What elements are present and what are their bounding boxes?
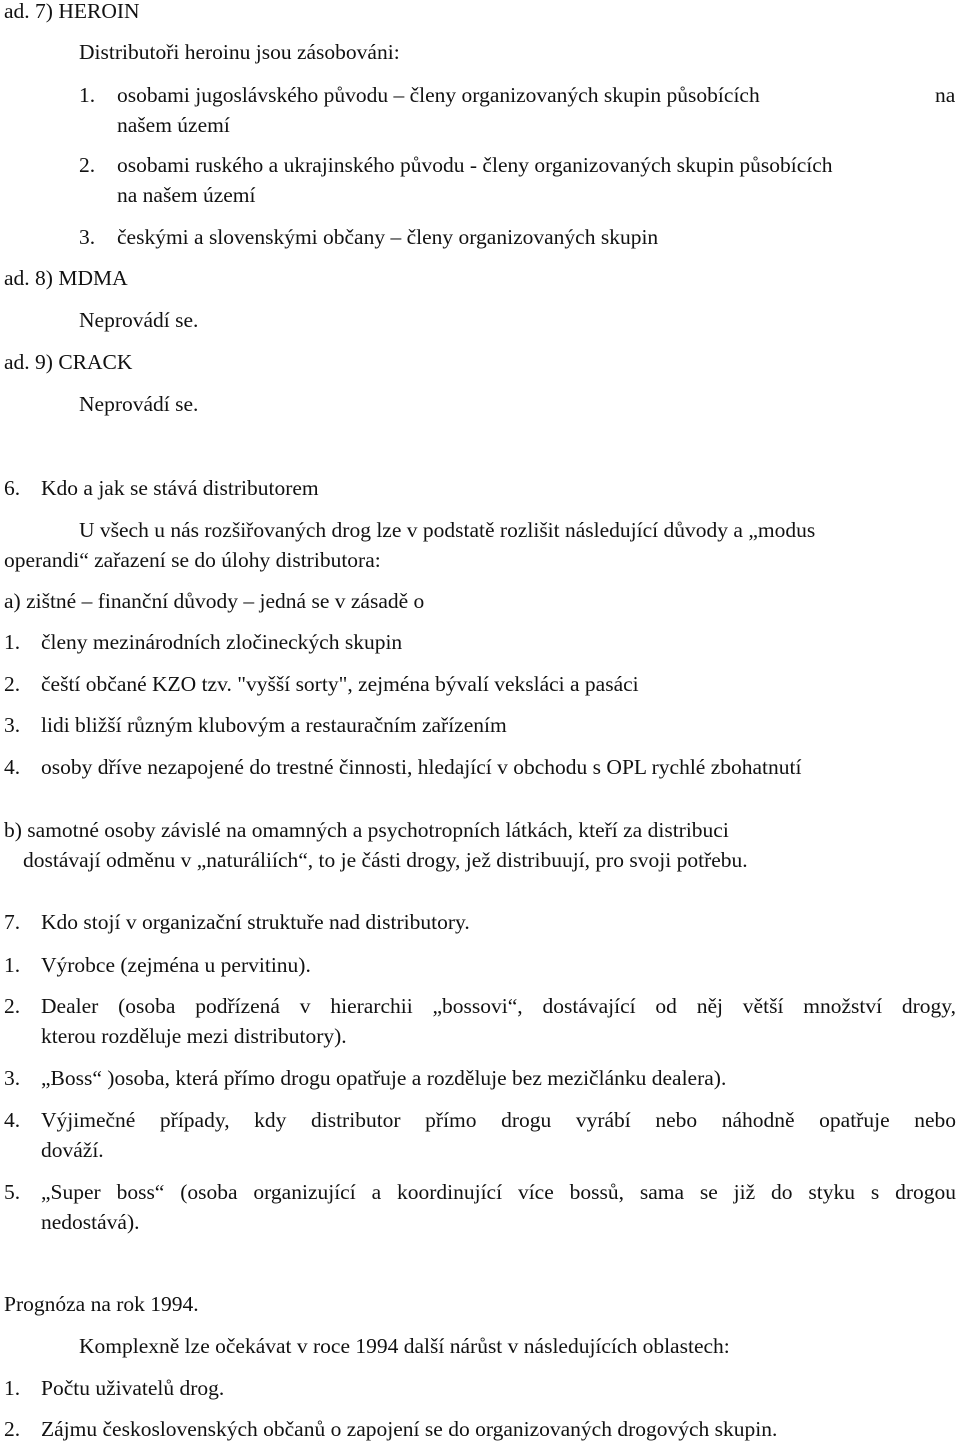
heroin-intro: Distributoři heroinu jsou zásobováni: [79,40,400,64]
section6-b-line1: b) samotné osoby závislé na omamných a psychotropních látkách, kteří za distribuci [4,818,729,842]
prognosis-item-1-text: Počtu uživatelů drog. [41,1376,225,1400]
heroin-item-2-num: 2. [79,153,96,177]
heroin-item-1-tail: na [935,83,956,107]
section7-item-2-line1: Dealer (osoba podřízená v hierarchii „bossovi“, dostávající od něj větší množství drogy, [41,994,956,1018]
crack-text: Neprovádí se. [79,392,199,416]
section6-a-item-2-num: 2. [4,672,21,696]
section7-item-5-line1: „Super boss“ (osoba organizující a koordinující více bossů, sama se již do styku s drogou [41,1180,956,1204]
prognosis-item-2-num: 2. [4,1417,21,1441]
section6-a-item-1-text: členy mezinárodních zločineckých skupin [41,630,403,654]
section7-item-4-num: 4. [4,1108,21,1132]
section6-heading: Kdo a jak se stává distributorem [41,476,319,500]
section6-a-label: a) zištné – finanční důvody – jedná se v zásadě o [4,589,425,613]
section6-a-item-3-text: lidi bližší různým klubovým a restauračním zařízením [41,713,507,737]
section6-b-line2: dostávají odměnu v „naturáliích“, to je části drogy, jež distribuují, pro svoji potřebu. [23,848,748,872]
prognosis-intro: Komplexně lze očekávat v roce 1994 další nárůst v následujících oblastech: [79,1334,730,1358]
mdma-heading: ad. 8) MDMA [4,266,128,290]
section7-item-4-line2: dováží. [41,1138,104,1162]
section6-a-item-4-text: osoby dříve nezapojené do trestné činnosti, hledající v obchodu s OPL rychlé zbohatnutí [41,755,802,779]
section7-heading-num: 7. [4,910,21,934]
prognosis-heading: Prognóza na rok 1994. [4,1292,199,1316]
heroin-item-1-num: 1. [79,83,96,107]
section7-item-4-line1: Výjimečné případy, kdy distributor přímo drogu vyrábí nebo náhodně opatřuje nebo [41,1108,956,1132]
heroin-item-3-text: českými a slovenskými občany – členy organizovaných skupin [117,225,659,249]
section7-item-5-line2: nedostává). [41,1210,140,1234]
prognosis-item-1-num: 1. [4,1376,21,1400]
heroin-item-1-cont: našem území [117,113,230,137]
section6-intro-line1: U všech u nás rozšiřovaných drog lze v podstatě rozlišit následující důvody a „modus [79,518,816,542]
section7-item-1-num: 1. [4,953,21,977]
section6-a-item-1-num: 1. [4,630,21,654]
section7-item-2-num: 2. [4,994,21,1018]
heroin-item-1-text: osobami jugoslávského původu – členy organizovaných skupin působících [117,83,760,107]
section7-item-3-num: 3. [4,1066,21,1090]
section6-a-item-4-num: 4. [4,755,21,779]
heroin-item-2-cont: na našem území [117,183,256,207]
heroin-heading: ad. 7) HEROIN [4,0,140,23]
mdma-text: Neprovádí se. [79,308,199,332]
section6-a-item-2-text: čeští občané KZO tzv. "vyšší sorty", zejména bývalí veksláci a pasáci [41,672,639,696]
heroin-item-3-num: 3. [79,225,96,249]
section6-heading-num: 6. [4,476,21,500]
section7-heading: Kdo stojí v organizační struktuře nad distributory. [41,910,470,934]
section7-item-1-text: Výrobce (zejména u pervitinu). [41,953,311,977]
crack-heading: ad. 9) CRACK [4,350,133,374]
section6-intro-line2: operandi“ zařazení se do úlohy distributora: [4,548,381,572]
section7-item-5-num: 5. [4,1180,21,1204]
section7-item-3-text: „Boss“ )osoba, která přímo drogu opatřuje a rozděluje bez mezičlánku dealera). [41,1066,727,1090]
heroin-item-2-text: osobami ruského a ukrajinského původu - členy organizovaných skupin působících [117,153,833,177]
section6-a-item-3-num: 3. [4,713,21,737]
prognosis-item-2-text: Zájmu československých občanů o zapojení se do organizovaných drogových skupin. [41,1417,778,1441]
section7-item-2-line2: kterou rozděluje mezi distributory). [41,1024,347,1048]
